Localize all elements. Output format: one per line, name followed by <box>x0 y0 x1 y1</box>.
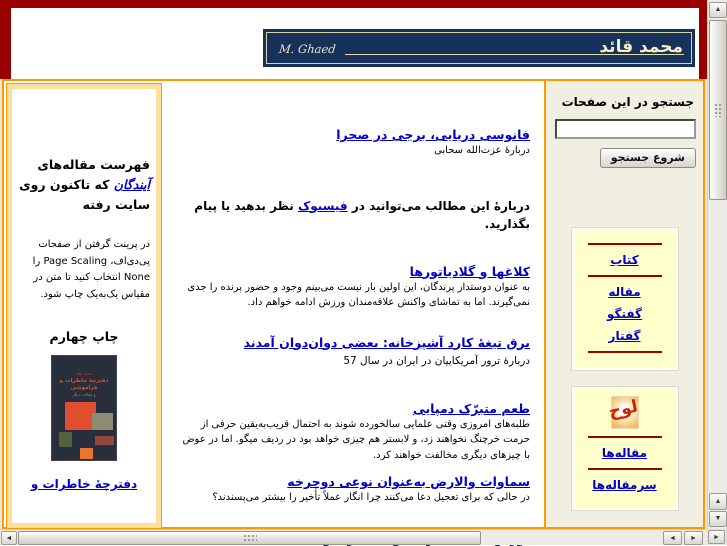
article-link[interactable]: طعم متبرّک دمپایی <box>412 400 530 416</box>
nav-link-interview[interactable]: گفتگو <box>606 307 642 321</box>
cover-shape <box>80 448 93 459</box>
divider <box>588 243 662 245</box>
feedback-before: دربارهٔ این مطالب می‌توانید در <box>351 198 530 213</box>
site-banner-frame <box>266 32 692 64</box>
article-list <box>162 81 546 527</box>
edition-heading: چاپ چهارم <box>49 329 119 344</box>
index-intro-before: فهرست مقاله‌های <box>37 157 150 172</box>
article-desc: طلبه‌های امروزی وقتی علمایی سالخورده شوند به احتمال قریب‌به‌یقین حرفی از حرمت خرچنگ نخواهند زد، و لابستر هم چیزی خواهد بود در ردیف میگو. اما در عوض با چیزهای دیگری مخالفت خواهند کرد. <box>182 418 530 461</box>
nav-box-secondary <box>572 387 678 510</box>
article-title-wrap <box>176 474 530 489</box>
lawh-logo-text: لوح <box>606 396 640 423</box>
site-title: محمد قائد <box>599 37 683 57</box>
left-sidebar-box <box>6 83 162 529</box>
article-title-wrap <box>176 264 530 279</box>
cover-shape <box>95 436 114 445</box>
horizontal-scrollbar-thumb[interactable] <box>18 531 481 545</box>
print-note: در پرینت گرفتن از صفحات پی‌دی‌اف، Page Scaling را None انتخاب کنید تا متن در مقیاس یک‌به‌یک چاپ شود. <box>32 239 150 300</box>
scroll-down-icon[interactable]: ▼ <box>709 511 727 527</box>
scroll-up-icon[interactable]: ▲ <box>709 493 727 510</box>
main-area <box>2 79 705 529</box>
article-item <box>176 127 530 159</box>
book-cover-title: دفترچهٔ خاطرات و فراموشی <box>59 378 109 391</box>
ayandegan-link[interactable]: آیندگان <box>113 177 150 192</box>
left-sidebar <box>4 81 162 527</box>
article-item <box>176 335 530 369</box>
article-item <box>176 264 530 311</box>
cover-shape <box>59 432 72 447</box>
article-desc: دربارهٔ عزت‌الله سحابی <box>434 145 530 156</box>
scroll-left-icon[interactable]: ◄ <box>663 531 682 545</box>
left-sidebar-content <box>7 84 161 528</box>
article-link[interactable]: کلاغها و گلادیاتورها <box>409 263 530 279</box>
scroll-right-icon[interactable]: ► <box>708 530 725 544</box>
divider <box>588 351 662 353</box>
book-cover-subtitle: و مقالات دیگر <box>72 392 96 398</box>
article-link[interactable]: برق تیغهٔ کارد آشپزخانه: بعضی دوان‌دوان آمدند <box>243 334 530 350</box>
book-cover-author: محمد قائد <box>75 371 93 376</box>
site-banner <box>263 29 695 67</box>
scrollbar-grip <box>243 534 257 542</box>
article-title-wrap <box>176 127 530 142</box>
feedback-note <box>176 197 530 233</box>
vertical-scrollbar-thumb[interactable] <box>709 20 727 200</box>
lawh-logo-icon <box>606 396 640 429</box>
site-header <box>0 0 707 79</box>
scrollbar-corner <box>707 529 727 545</box>
scroll-up-icon[interactable]: ▲ <box>709 2 727 18</box>
scroll-right-icon[interactable]: ► <box>684 531 703 545</box>
index-intro <box>18 155 150 215</box>
scrollbar-grip <box>714 103 722 117</box>
site-signature: M. Ghaed <box>278 42 337 56</box>
article-title-wrap <box>176 335 530 350</box>
divider <box>588 468 662 470</box>
horizontal-scrollbar[interactable] <box>0 529 707 545</box>
article-link[interactable]: سماوات والارض به‌عنوان نوعی دوچرخه <box>287 474 530 490</box>
nav-link-editorials[interactable]: سرمقاله‌ها <box>592 478 657 492</box>
nav-link-book[interactable]: کتاب <box>610 253 639 267</box>
feedback-after: نظر بدهید یا پیام بگذارید. <box>194 198 530 231</box>
nav-box-primary <box>572 228 678 370</box>
nav-link-article[interactable]: مقاله <box>608 285 641 299</box>
search-label: جستجو در این صفحات <box>561 95 694 109</box>
article-desc: دربارهٔ ترور آمریکاییان در ایران در سال 57 <box>343 354 530 367</box>
book-link[interactable]: دفترچهٔ خاطرات و <box>30 477 138 491</box>
article-item <box>176 401 530 464</box>
divider <box>588 275 662 277</box>
search-button-row <box>553 146 696 168</box>
search-input[interactable] <box>555 119 696 139</box>
nav-link-lecture[interactable]: گفتار <box>608 329 641 343</box>
vertical-scrollbar[interactable] <box>707 0 727 529</box>
search-button[interactable]: شروع جستجو <box>600 148 696 168</box>
article-link[interactable]: فانوسی دریایی، برجی در صحرا <box>336 127 530 142</box>
cover-shape <box>92 413 113 430</box>
facebook-link[interactable]: فیسبوک <box>297 198 348 213</box>
right-sidebar <box>546 81 703 527</box>
index-intro-after: که تاکنون روی سایت رفته <box>19 177 150 212</box>
article-item <box>176 474 530 506</box>
nav-link-essays[interactable]: مقاله‌ها <box>601 446 648 460</box>
divider <box>588 436 662 438</box>
scroll-left-icon[interactable]: ◄ <box>1 531 17 545</box>
article-desc: در حالی که برای تعجیل دعا می‌کنند چرا انگار عملاً تأخیر را بیشتر می‌پسندند؟ <box>212 492 530 504</box>
book-link-wrap <box>18 477 150 491</box>
book-cover-image <box>51 355 117 461</box>
article-desc: به عنوان دوستدار پرندگان، این اولین بار نیست می‌بینم وجود و حضور پرنده را جدی نمی‌گیرند. اما به تماشای واکنش علاقه‌مندان ورزش ادامه خواهم داد. <box>187 281 530 308</box>
article-title-wrap <box>176 401 530 416</box>
